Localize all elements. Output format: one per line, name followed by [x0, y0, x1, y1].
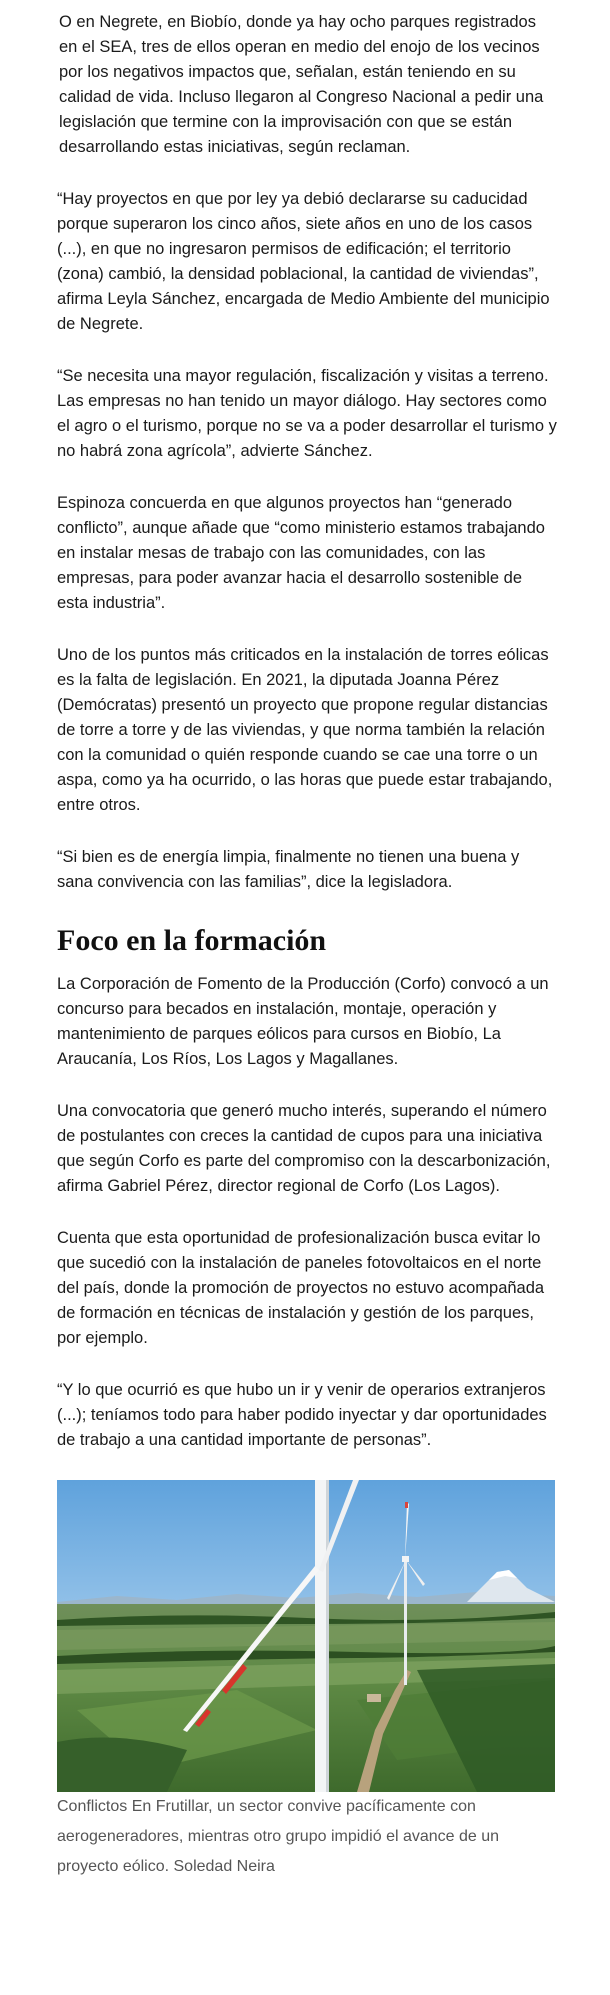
article-figure: [57, 1480, 555, 1882]
paragraph: Una convocatoria que generó mucho interés, superando el número de postulantes con creces la cantidad de cupos para una iniciativa que según Corfo es parte del compromiso con la descarbonización, afirma Gabriel Pérez, director regional de Corfo (Los Lagos).: [57, 1102, 551, 1195]
figure-caption: Conflictos En Frutillar, un sector convive pacíficamente con aerogeneradores, mientras otro grupo impidió el avance de un proyecto eólico. Soledad Neira: [57, 1798, 500, 1875]
paragraph: Cuenta que esta oportunidad de profesionalización busca evitar lo que sucedió con la instalación de paneles fotovoltaicos en el norte del país, donde la promoción de proyectos no estuvo acompañada de formación en técnicas de instalación y gestión de los parques, por ejemplo.: [57, 1229, 545, 1347]
paragraph: “Y lo que ocurrió es que hubo un ir y venir de operarios extranjeros (...); teníamos todo para haber podido inyectar y dar oportunidades de trabajo a una cantidad importante de personas”.: [57, 1381, 547, 1449]
paragraph: Uno de los puntos más criticados en la instalación de torres eólicas es la falta de legislación. En 2021, la diputada Joanna Pérez (Demócratas) presentó un proyecto que propone regular distancias de torre a torre y de las viviendas, y que norma también la relación con la comunidad o quién responde cuando se cae una torre o un aspa, como ya ha ocurrido, o las horas que puede estar trabajando, entre otros.: [57, 646, 553, 814]
paragraph: O en Negrete, en Biobío, donde ya hay ocho parques registrados en el SEA, tres de ellos operan en medio del enojo de los vecinos por los negativos impactos que, señalan, están teniendo en su calidad de vida. Incluso llegaron al Congreso Nacional a pedir una legislación que termine con la improvisación con que se están desarrollando estas iniciativas, según reclaman.: [59, 13, 544, 156]
paragraph: “Hay proyectos en que por ley ya debió declararse su caducidad porque superaron los cinco años, siete años en uno de los casos (...), en que no ingresaron permisos de edificación; el territorio (zona) cambió, la densidad poblacional, la cantidad de viviendas”, afirma Leyla Sánchez, encargada de Medio Ambiente del municipio de Negrete.: [57, 190, 550, 333]
paragraph: La Corporación de Fomento de la Producción (Corfo) convocó a un concurso para becados en instalación, montaje, operación y mantenimiento de parques eólicos para cursos en Biobío, La Araucanía, Los Ríos, Los Lagos y Magallanes.: [57, 975, 549, 1068]
paragraph: “Se necesita una mayor regulación, fiscalización y visitas a terreno. Las empresas no han tenido un mayor diálogo. Hay sectores como el agro o el turismo, porque no se va a poder desarrollar el turismo y no habrá zona agrícola”, advierte Sánchez.: [57, 367, 557, 460]
article-body: [57, 10, 557, 1882]
section-heading: Foco en la formación: [57, 924, 327, 957]
paragraph: “Si bien es de energía limpia, finalmente no tienen una buena y sana convivencia con las familias”, dice la legisladora.: [57, 848, 520, 891]
wind-farm-photo: [57, 1480, 555, 1792]
paragraph: Espinoza concuerda en que algunos proyectos han “generado conflicto”, aunque añade que “como ministerio estamos trabajando en instalar mesas de trabajo con las comunidades, con las empresas, para poder avanzar hacia el desarrollo sostenible de esta industria”.: [57, 494, 545, 612]
